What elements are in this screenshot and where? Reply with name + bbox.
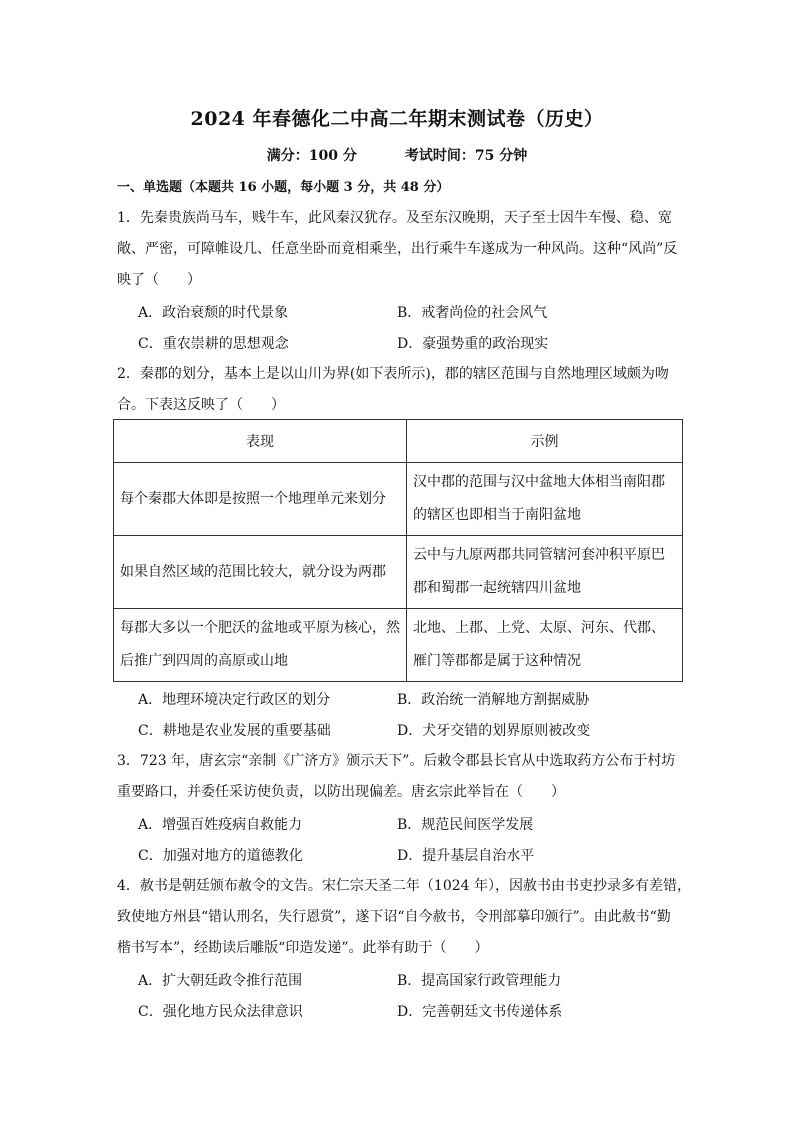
- question-1-option-b[interactable]: B．戒奢尚俭的社会风气: [397, 305, 548, 321]
- question-3-option-b[interactable]: B．规范民间医学发展: [397, 817, 534, 833]
- question-2-option-b[interactable]: B．政治统一消解地方割据威胁: [397, 692, 590, 708]
- table-cell: 每郡大多以一个肥沃的盆地或平原为核心，然后推广到四周的高原或山地: [114, 609, 407, 682]
- question-3-line-1: 3．723 年，唐玄宗“亲制《广济方》颁示天下”。后敕令郡县长官从中选取药方公布于村坊: [117, 753, 676, 769]
- table-cell: 如果自然区域的范围比较大，就分设为两郡: [114, 536, 407, 609]
- exam-meta: [0, 145, 794, 165]
- question-1-line-1: 1．先秦贵族尚马车，贱牛车，此风秦汉犹存。及至东汉晚期，天子至士因牛车慢、稳、宽: [117, 210, 672, 226]
- page-title: 2024 年春德化二中高二年期末测试卷（历史）: [190, 108, 604, 130]
- table-header-performance: 表现: [114, 420, 407, 463]
- table-cell: 云中与九原两郡共同管辖河套冲积平原巴郡和蜀郡一起统辖四川盆地: [407, 536, 683, 609]
- table-row: [114, 609, 683, 682]
- question-2-option-c[interactable]: C．耕地是农业发展的重要基础: [138, 723, 331, 739]
- question-3-option-c[interactable]: C．加强对地方的道德教化: [138, 848, 303, 864]
- question-2-table: [113, 419, 683, 682]
- full-score: 满分：100 分: [266, 148, 357, 164]
- question-4-option-c[interactable]: C．强化地方民众法律意识: [138, 1004, 303, 1020]
- question-1-line-2: 敞、严密，可障帷设几、任意坐卧而竟相乘坐，出行乘牛车遂成为一种风尚。这种“风尚”反: [117, 241, 678, 257]
- question-1-line-3: 映了（ ）: [117, 272, 201, 288]
- question-2-option-a[interactable]: A．地理环境决定行政区的划分: [138, 692, 331, 708]
- table-header-example: 示例: [407, 420, 683, 463]
- table-cell: 北地、上郡、上党、太原、河东、代郡、雁门等郡都是属于这种情况: [407, 609, 683, 682]
- question-3-option-d[interactable]: D．提升基层自治水平: [397, 848, 535, 864]
- table-row: [114, 463, 683, 536]
- question-3-option-a[interactable]: A．增强百姓疫病自救能力: [138, 817, 303, 833]
- question-1-option-a[interactable]: A．政治衰颓的时代景象: [138, 305, 289, 321]
- question-2-line-2: 合。下表这反映了（ ）: [117, 397, 285, 413]
- question-4-option-d[interactable]: D．完善朝廷文书传递体系: [397, 1004, 563, 1020]
- section-heading: 一、单选题（本题共 16 小题，每小题 3 分，共 48 分）: [117, 180, 450, 195]
- question-2-line-1: 2．秦郡的划分，基本上是以山川为界(如下表所示)，郡的辖区范围与自然地理区域颇为吻: [117, 366, 669, 382]
- question-4-option-b[interactable]: B．提高国家行政管理能力: [397, 973, 562, 989]
- question-1-option-d[interactable]: D．豪强势重的政治现实: [397, 336, 549, 352]
- question-4-line-1: 4．赦书是朝廷颁布赦令的文告。宋仁宗天圣二年（1024 年），因赦书由书吏抄录多有差错，: [117, 878, 691, 894]
- table-cell: 每个秦郡大体即是按照一个地理单元来划分: [114, 463, 407, 536]
- question-1-option-c[interactable]: C．重农崇耕的思想观念: [138, 336, 289, 352]
- question-4-line-3: 楷书写本”，经勘读后雕版“印造发递”。此举有助于（ ）: [117, 940, 489, 956]
- question-3-line-2: 重要路口，并委任采访使负责，以防出现偏差。唐玄宗此举旨在（ ）: [117, 784, 565, 800]
- question-4-line-2: 致使地方州县“错认刑名，失行恩赏”，遂下诏“自今赦书，令刑部摹印颁行”。由此赦书“勤: [117, 909, 671, 925]
- exam-time: 考试时间：75 分钟: [404, 148, 528, 164]
- table-cell: 汉中郡的范围与汉中盆地大体相当南阳郡的辖区也即相当于南阳盆地: [407, 463, 683, 536]
- question-4-option-a[interactable]: A．扩大朝廷政令推行范围: [138, 973, 303, 989]
- table-row: [114, 536, 683, 609]
- question-2-option-d[interactable]: D．犬牙交错的划界原则被改变: [397, 723, 591, 739]
